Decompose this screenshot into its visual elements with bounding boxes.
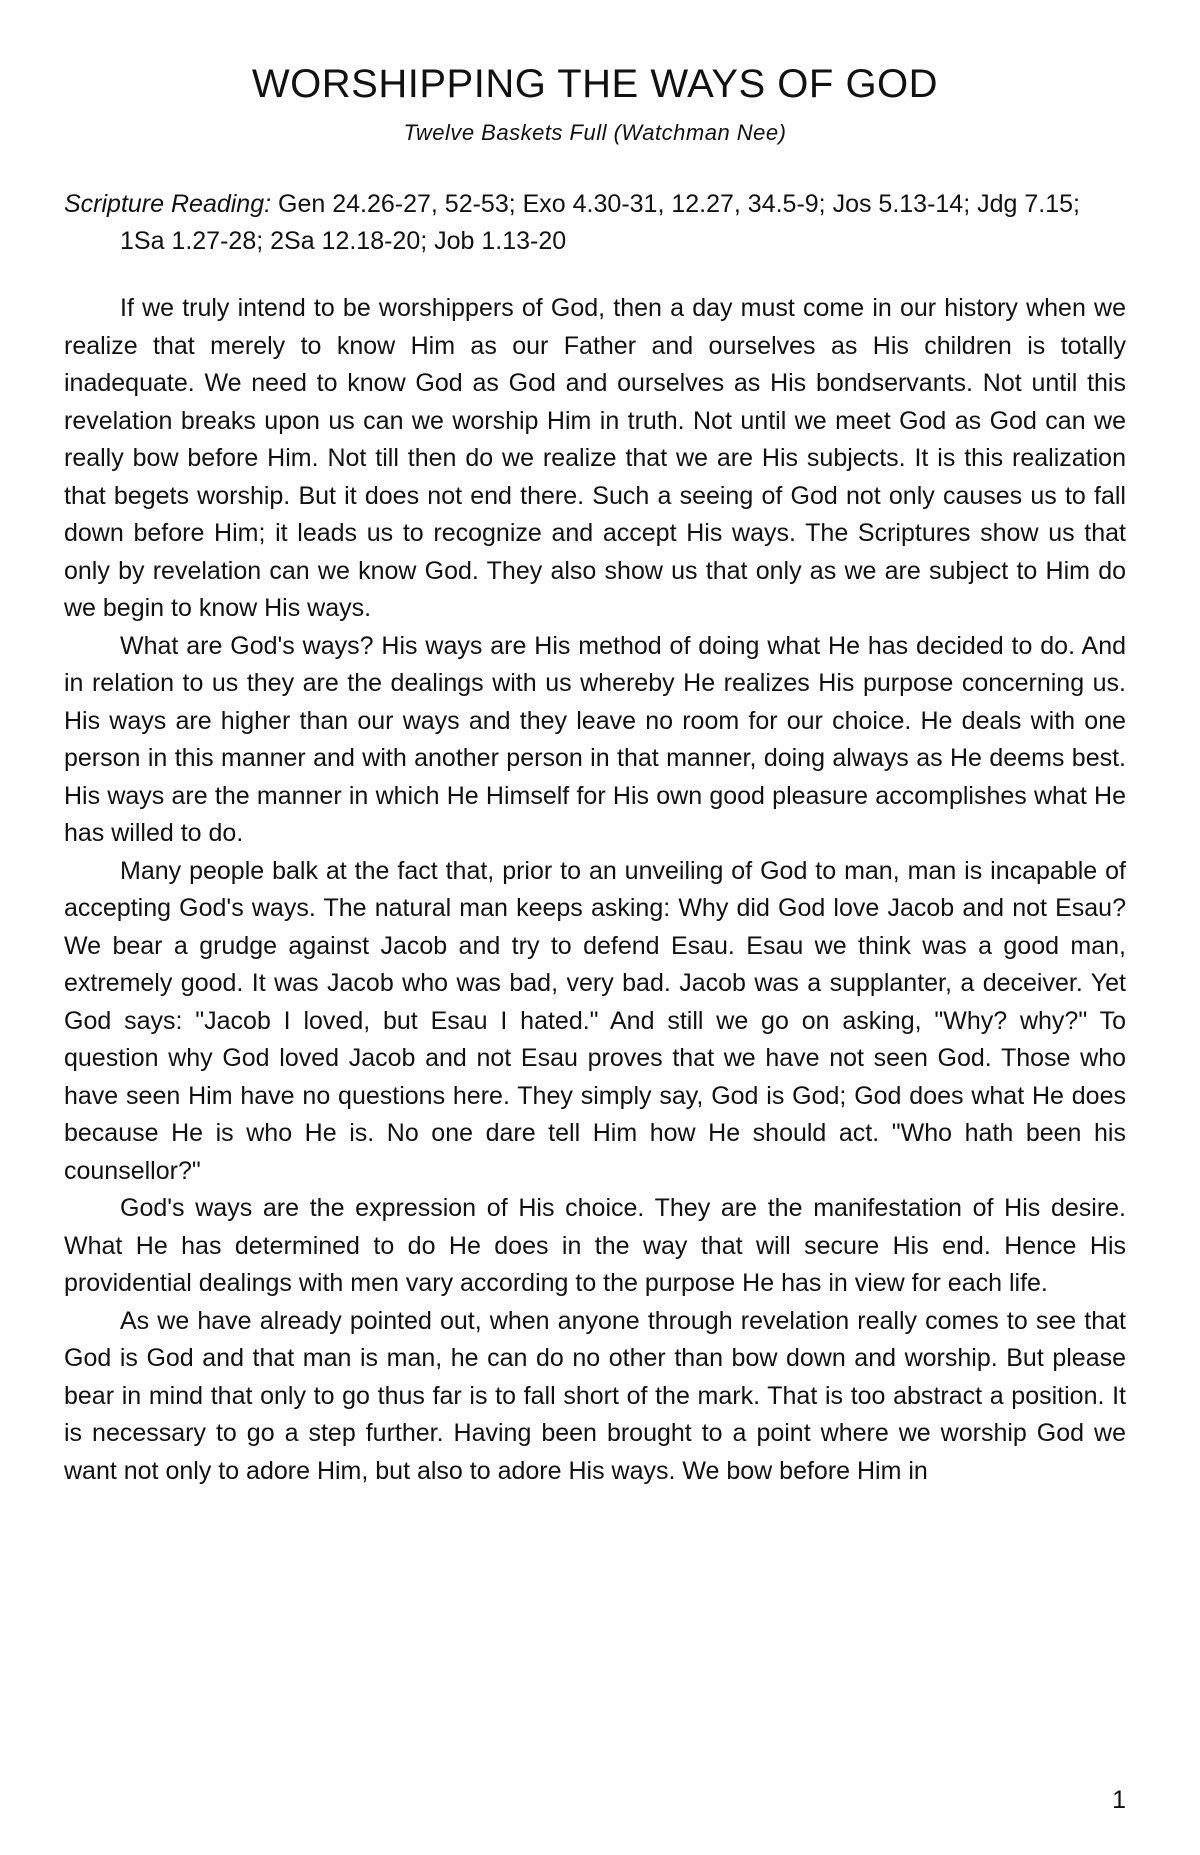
scripture-label: Scripture Reading: <box>64 190 272 218</box>
page-title: WORSHIPPING THE WAYS OF GOD <box>251 62 939 106</box>
page-subtitle: Twelve Baskets Full (Watchman Nee) <box>403 120 787 145</box>
paragraph-2: What are God's ways? His ways are His method of doing what He has decided to do. And in relation to us they are the dealings with us whereby He realizes His purpose concerning us. His ways are higher than our ways and they leave no room for our choice. He deals with one person in this manner and with another person in that manner, doing always as He deems best. His ways are the manner in which He Himself for His own good pleasure accomplishes what He has willed to do. <box>64 631 1126 847</box>
scripture-reading <box>64 186 1126 260</box>
body-text <box>64 290 1126 1490</box>
page-number: 1 <box>1112 1786 1126 1814</box>
paragraph-1: If we truly intend to be worshippers of God, then a day must come in our history when we realize that merely to know Him as our Father and ourselves as His children is totally inadequate. We need to know God as God and ourselves as His bondservants. Not until this revelation breaks upon us can we worship Him in truth. Not until we meet God as God can we really bow before Him. Not till then do we realize that we are His subjects. It is this realization that begets worship. But it does not end there. Such a seeing of God not only causes us to fall down before Him; it leads us to recognize and accept His ways. The Scriptures show us that only by revelation can we know God. They also show us that only as we are subject to Him do we begin to know His ways. <box>64 294 1126 622</box>
paragraph-5: As we have already pointed out, when anyone through revelation really comes to see that God is God and that man is man, he can do no other than bow down and worship. But please bear in mind that only to go thus far is to fall short of the mark. That is too abstract a position. It is necessary to go a step further. Having been brought to a point where we worship God we want not only to adore Him, but also to adore His ways. We bow before Him in <box>64 1306 1126 1485</box>
document-page <box>64 62 1126 1490</box>
scripture-references: Gen 24.26-27, 52-53; Exo 4.30-31, 12.27, 34.5-9; Jos 5.13-14; Jdg 7.15; 1Sa 1.27-28; 2Sa 12.18-20; Job 1.13-20 <box>120 190 1080 255</box>
paragraph-3: Many people balk at the fact that, prior to an unveiling of God to man, man is incapable of accepting God's ways. The natural man keeps asking: Why did God love Jacob and not Esau? We bear a grudge against Jacob and try to defend Esau. Esau we think was a good man, extremely good. It was Jacob who was bad, very bad. Jacob was a supplanter, a deceiver. Yet God says: "Jacob I loved, but Esau I hated." And still we go on asking, "Why? why?" To question why God loved Jacob and not Esau proves that we have not seen God. Those who have seen Him have no questions here. They simply say, God is God; God does what He does because He is who He is. No one dare tell Him how He should act. "Who hath been his counsellor?" <box>64 856 1126 1185</box>
paragraph-4: God's ways are the expression of His choice. They are the manifestation of His desire. What He has determined to do He does in the way that will secure His end. Hence His providential dealings with men vary according to the purpose He has in view for each life. <box>64 1194 1126 1297</box>
